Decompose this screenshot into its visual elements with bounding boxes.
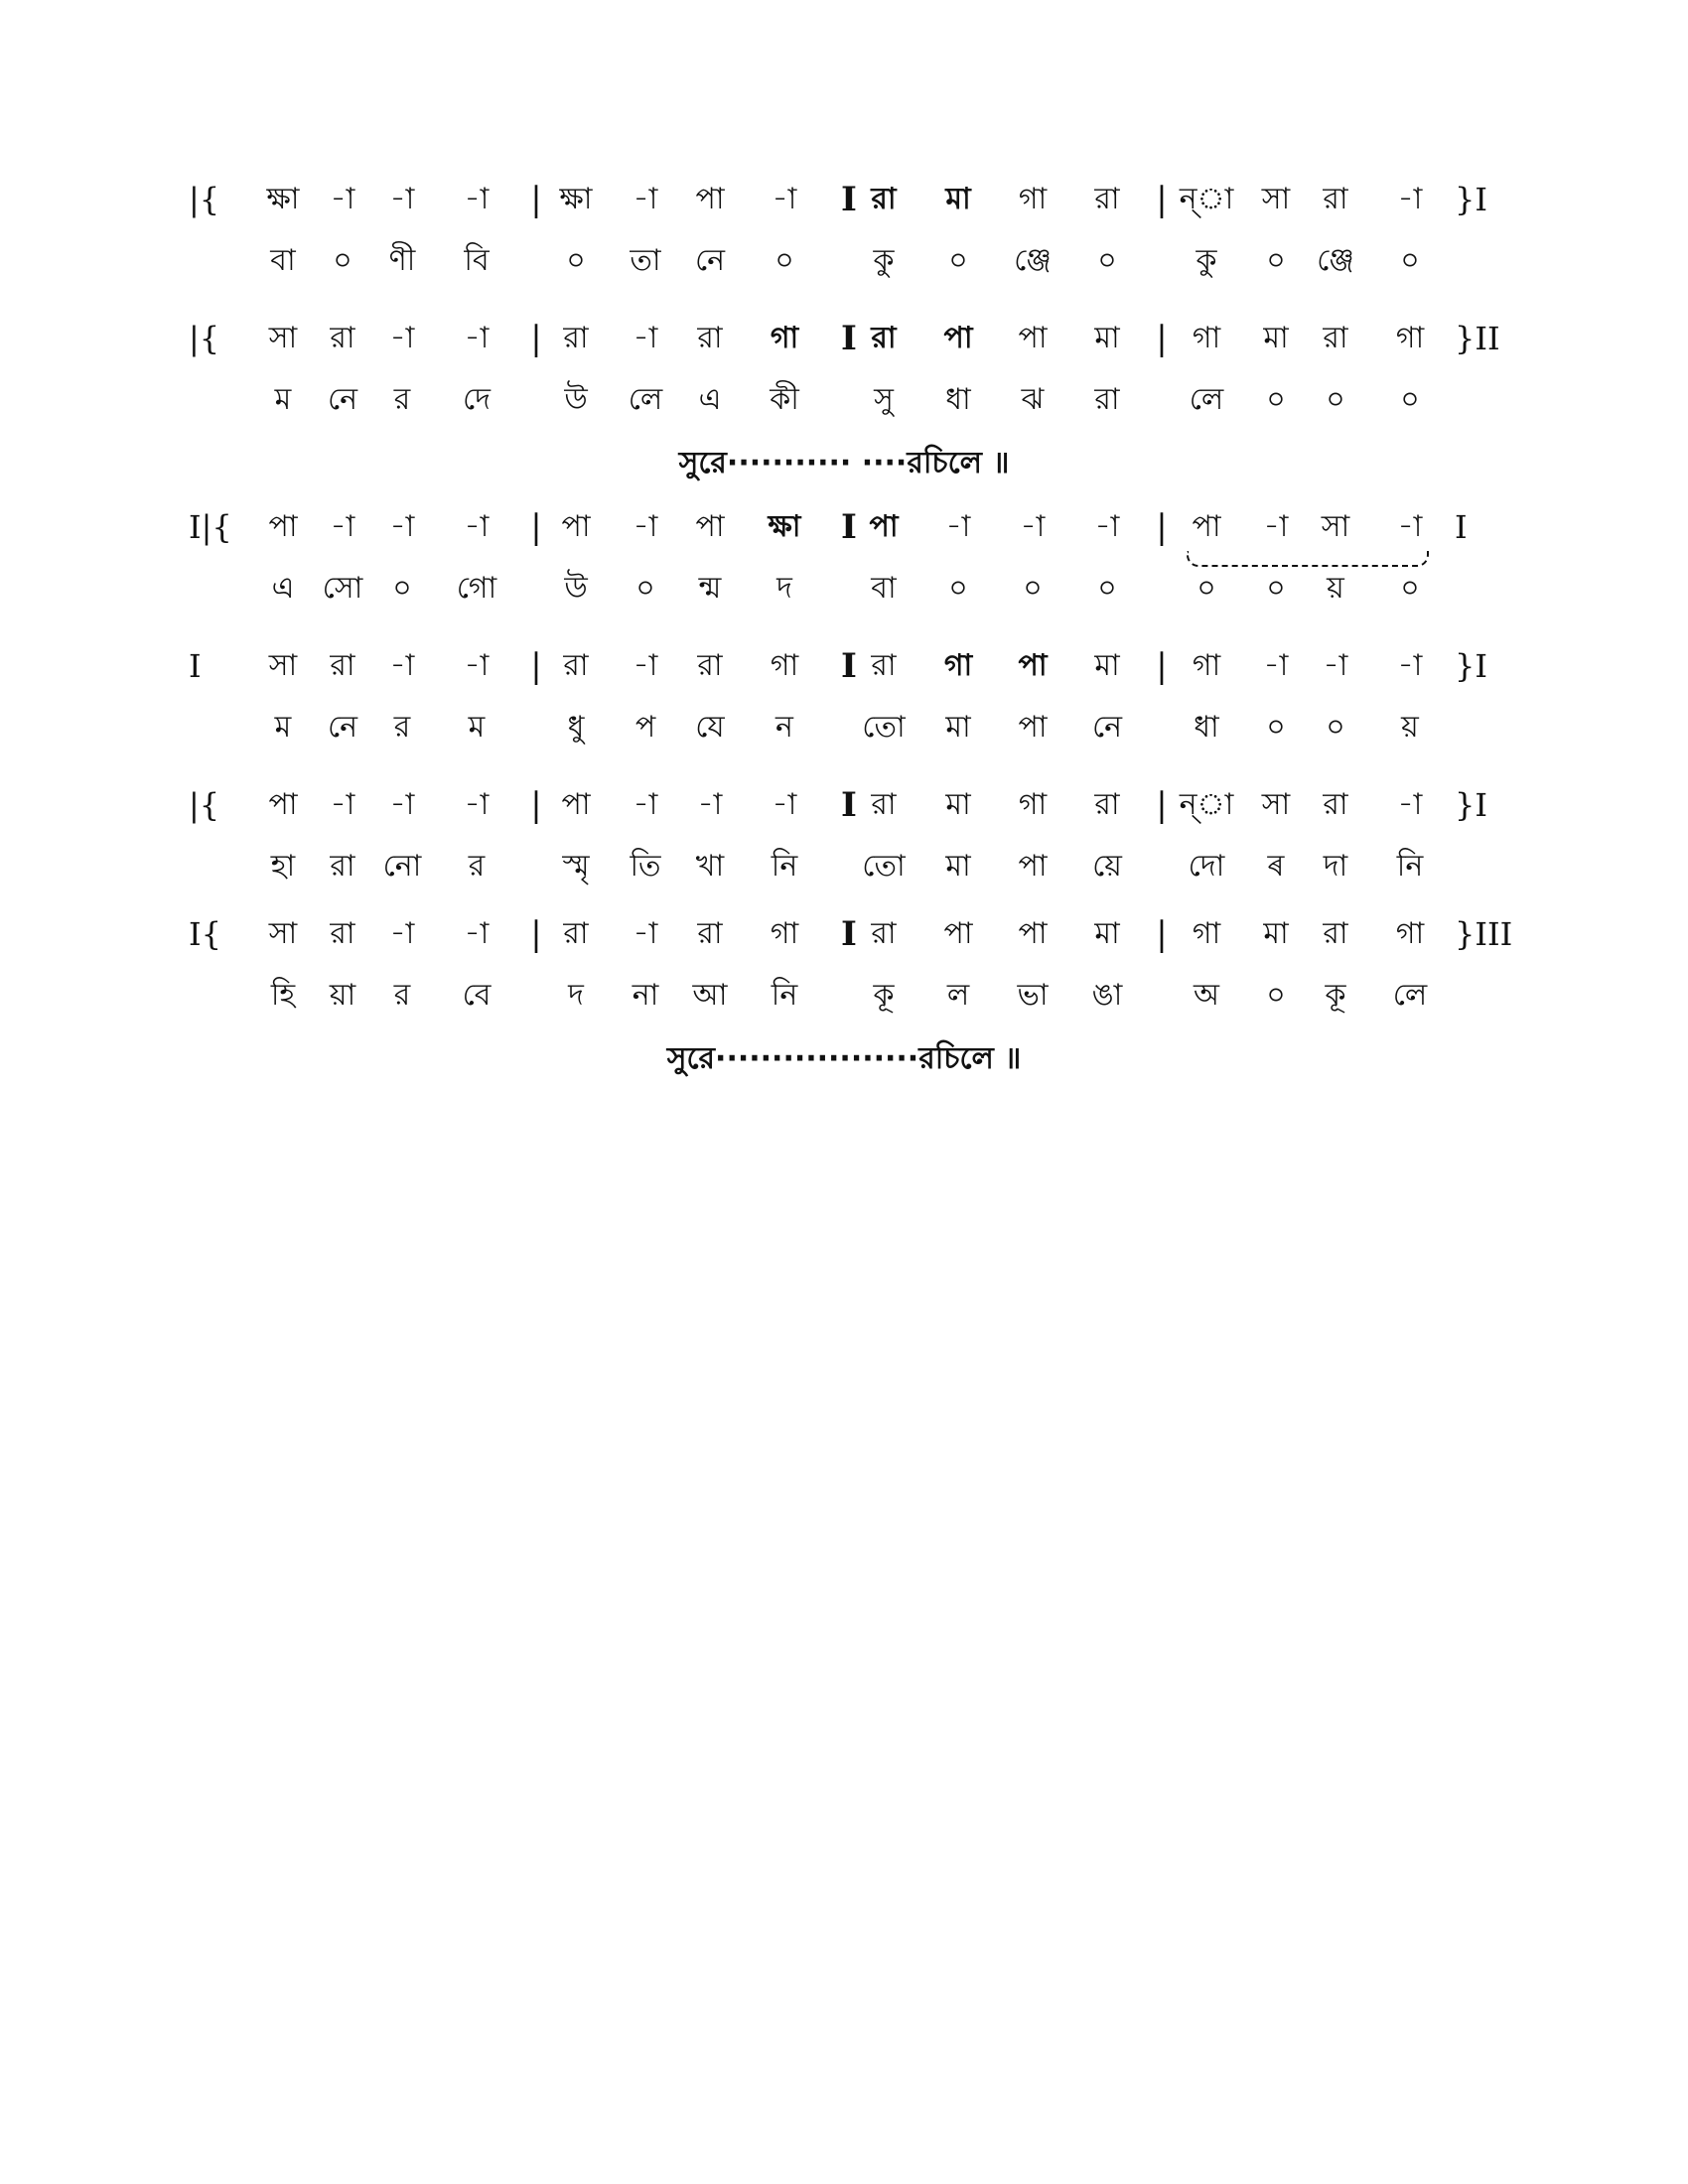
note: -া (1020, 509, 1046, 544)
note: গা (1192, 916, 1221, 951)
lyric-syllable: বা (871, 571, 897, 606)
note: -া (330, 182, 355, 216)
note: -া (633, 648, 658, 683)
note: -া (1397, 182, 1423, 216)
swaralipi-row (0, 779, 1688, 841)
note: -া (633, 509, 658, 544)
repeat-close-mark: }I (1455, 181, 1487, 218)
repeat-open-mark: I{ (189, 915, 221, 953)
note: -া (389, 182, 415, 216)
lyric-syllable: ০ (333, 243, 352, 278)
note: মা (945, 787, 971, 822)
lyric-row (0, 563, 1688, 624)
lyric-syllable: ০ (1196, 571, 1216, 606)
lyric-row (0, 374, 1688, 436)
lyric-syllable: অ (1194, 978, 1219, 1013)
note: গা (1018, 787, 1048, 822)
repeat-close-mark: }II (1455, 320, 1500, 357)
lyric-syllable: উ (564, 571, 588, 606)
lyric-syllable: আ (692, 978, 728, 1013)
lyric-syllable: ০ (1023, 571, 1043, 606)
note: রা (330, 916, 355, 951)
note: পা (695, 182, 725, 216)
lyric-syllable: ০ (1266, 243, 1286, 278)
repeat-open-mark: |{ (189, 786, 220, 824)
lyric-syllable: তি (630, 849, 661, 884)
note: পা (268, 509, 298, 544)
lyric-syllable: এ (271, 571, 295, 606)
repeat-close-mark: }I (1455, 647, 1487, 685)
lyric-syllable: ধা (945, 382, 971, 417)
lyric-syllable: দো (1188, 849, 1225, 884)
note: -া (389, 509, 415, 544)
repeat-open-mark: |{ (189, 320, 220, 357)
note: -া (464, 321, 490, 355)
lyric-syllable: বে (462, 978, 492, 1013)
lyric-syllable: ন্ম (698, 571, 722, 606)
lyric-syllable: য়া (329, 978, 356, 1013)
lyric-syllable: রা (330, 849, 355, 884)
lyric-syllable: র (393, 978, 411, 1013)
lyric-syllable: য় (1401, 710, 1419, 745)
note: মা (1263, 321, 1289, 355)
lyric-syllable: ০ (1097, 571, 1117, 606)
lyric-syllable: ০ (635, 571, 655, 606)
lyric-syllable: ধা (1194, 710, 1219, 745)
note: গা (1395, 916, 1425, 951)
note: -া (1263, 648, 1289, 683)
note: সা (268, 916, 298, 951)
lyric-syllable: নি (1396, 849, 1424, 884)
note: পা (869, 509, 899, 544)
bar-line: | (530, 319, 542, 358)
note: -া (1094, 509, 1120, 544)
note: -া (464, 916, 490, 951)
note: রা (871, 648, 897, 683)
note: পা (268, 787, 298, 822)
lyric-syllable: ০ (1266, 382, 1286, 417)
bar-line: I (841, 507, 857, 547)
lyric-syllable: প (634, 710, 656, 745)
note: গা (770, 648, 799, 683)
lyric-syllable: তা (630, 243, 661, 278)
lyric-syllable: খা (695, 849, 725, 884)
lyric-syllable: ঞ্জে (1317, 243, 1354, 278)
note: ন্‌া (1179, 787, 1234, 822)
lyric-syllable: ন (775, 710, 793, 745)
note: রা (1323, 787, 1348, 822)
note: পা (561, 509, 591, 544)
lyric-row (0, 841, 1688, 902)
note: -া (389, 321, 415, 355)
lyric-syllable: লে (1189, 382, 1224, 417)
note: পা (943, 321, 973, 355)
lyric-syllable: ০ (1326, 382, 1345, 417)
bar-line: | (1156, 914, 1168, 954)
notation-block (0, 313, 1688, 480)
bar-line: | (1156, 319, 1168, 358)
lyric-syllable: দ (776, 571, 792, 606)
lyric-syllable: দ (568, 978, 584, 1013)
note: -া (1323, 648, 1348, 683)
note: গা (1018, 182, 1048, 216)
note: রা (1094, 787, 1120, 822)
note: -া (633, 182, 658, 216)
note: পা (1018, 648, 1048, 683)
note: পা (1192, 509, 1221, 544)
lyric-syllable: ধু (567, 710, 585, 745)
lyric-syllable: ০ (1326, 710, 1345, 745)
notation-block (0, 174, 1688, 297)
lyric-syllable: লে (1392, 978, 1428, 1013)
note: রা (697, 321, 723, 355)
lyric-syllable: ০ (1097, 243, 1117, 278)
lyric-syllable: পা (1018, 710, 1048, 745)
note: -া (1263, 509, 1289, 544)
repeat-open-mark: |{ (189, 181, 220, 218)
lyric-syllable: বা (270, 243, 296, 278)
lyric-syllable: সো (322, 571, 363, 606)
lyric-syllable: ণী (388, 243, 416, 278)
lyric-syllable: র (393, 710, 411, 745)
note: গা (1192, 321, 1221, 355)
lyric-syllable: ল (946, 978, 970, 1013)
bar-line: I (841, 180, 857, 219)
note: ন্‌া (1179, 182, 1234, 216)
note: -া (330, 509, 355, 544)
lyric-syllable: ০ (1400, 243, 1420, 278)
note: ক্ষা (768, 509, 801, 544)
note: মা (1094, 321, 1120, 355)
note: -া (464, 648, 490, 683)
bar-line: | (530, 646, 542, 686)
note: রা (330, 648, 355, 683)
repeat-close-mark: I (1455, 508, 1468, 546)
note: -া (697, 787, 723, 822)
swaralipi-row (0, 174, 1688, 235)
lyric-syllable: ০ (1266, 571, 1286, 606)
lyric-syllable: ভা (1017, 978, 1049, 1013)
note: রা (871, 787, 897, 822)
note: -া (389, 787, 415, 822)
note: -া (464, 787, 490, 822)
lyric-syllable: তো (862, 710, 906, 745)
lyric-syllable: য় (1327, 571, 1344, 606)
lyric-syllable: নি (771, 978, 798, 1013)
lyric-syllable: এ (698, 382, 722, 417)
lyric-syllable: নো (382, 849, 422, 884)
note: রা (563, 648, 589, 683)
note: ক্ষা (266, 182, 300, 216)
lyric-syllable: ম (274, 382, 292, 417)
note: ক্ষা (559, 182, 593, 216)
lyric-syllable: নে (327, 382, 358, 417)
note: -া (389, 916, 415, 951)
lyric-syllable: লে (628, 382, 663, 417)
note: মা (1094, 648, 1120, 683)
bar-line: | (530, 914, 542, 954)
refrain-line: সুরে··················রচিলে ॥ (666, 1041, 1022, 1076)
lyric-syllable: উ (564, 382, 588, 417)
lyric-syllable: সু (874, 382, 894, 417)
note: গা (770, 916, 799, 951)
note: পা (1018, 321, 1048, 355)
lyric-syllable: কূ (1325, 978, 1346, 1013)
note: -া (330, 787, 355, 822)
lyric-syllable: নে (694, 243, 726, 278)
swaralipi-row (0, 640, 1688, 702)
note: রা (1323, 916, 1348, 951)
note: -া (464, 509, 490, 544)
lyric-syllable: ম (468, 710, 486, 745)
bar-line: I (841, 785, 857, 825)
lyric-row (0, 970, 1688, 1031)
lyric-syllable: হি (270, 978, 296, 1013)
repeat-close-mark: }III (1455, 915, 1513, 953)
note: রা (697, 916, 723, 951)
bar-line: I (841, 319, 857, 358)
note: সা (268, 321, 298, 355)
note: গা (943, 648, 973, 683)
note: রা (563, 916, 589, 951)
note: -া (633, 916, 658, 951)
lyric-syllable: ম (274, 710, 292, 745)
lyric-syllable: ০ (948, 571, 968, 606)
note: গা (1192, 648, 1221, 683)
lyric-syllable: ঝ (1021, 382, 1045, 417)
lyric-syllable: তো (862, 849, 906, 884)
lyric-syllable: দে (463, 382, 491, 417)
notation-block (0, 640, 1688, 763)
swaralipi-row (0, 313, 1688, 374)
lyric-syllable: ০ (1266, 978, 1286, 1013)
lyric-syllable: মা (945, 710, 971, 745)
notation-block (0, 501, 1688, 624)
lyric-syllable: রা (1094, 382, 1120, 417)
note: রা (697, 648, 723, 683)
note: -া (464, 182, 490, 216)
note: -া (945, 509, 971, 544)
note: -া (633, 787, 658, 822)
bar-line: | (530, 507, 542, 547)
lyric-syllable: ০ (774, 243, 794, 278)
repeat-open-mark: I (189, 647, 202, 685)
bar-line: | (1156, 507, 1168, 547)
lyric-syllable: ০ (566, 243, 586, 278)
notation-block (0, 908, 1688, 1076)
note: রা (563, 321, 589, 355)
note: সা (1261, 787, 1291, 822)
note: রা (330, 321, 355, 355)
note: পা (1018, 916, 1048, 951)
lyric-row (0, 702, 1688, 763)
note: রা (1323, 321, 1348, 355)
lyric-row (0, 235, 1688, 297)
lyric-syllable: মা (945, 849, 971, 884)
lyric-syllable: কু (873, 243, 895, 278)
note: মা (945, 182, 971, 216)
bar-line: I (841, 646, 857, 686)
note: রা (1323, 182, 1348, 216)
lyric-syllable: গো (456, 571, 497, 606)
lyric-syllable: ০ (1400, 382, 1420, 417)
note: মা (1094, 916, 1120, 951)
note: রা (871, 916, 897, 951)
bar-line: I (841, 914, 857, 954)
lyric-syllable: র (468, 849, 486, 884)
bar-line: | (530, 180, 542, 219)
bar-line: | (1156, 785, 1168, 825)
lyric-syllable: দা (1323, 849, 1348, 884)
lyric-syllable: ঞ্জে (1014, 243, 1052, 278)
note: সা (1261, 182, 1291, 216)
note: গা (770, 321, 799, 355)
lyric-syllable: নে (327, 710, 358, 745)
notation-block (0, 779, 1688, 902)
lyric-syllable: কু (1196, 243, 1217, 278)
bar-line: | (530, 785, 542, 825)
note: -া (389, 648, 415, 683)
lyric-syllable: কী (770, 382, 799, 417)
bar-line: | (1156, 646, 1168, 686)
note: পা (695, 509, 725, 544)
lyric-syllable: ৰ (1267, 849, 1285, 884)
note: -া (633, 321, 658, 355)
note: -া (1397, 648, 1423, 683)
swaralipi-row (0, 908, 1688, 970)
note: পা (561, 787, 591, 822)
lyric-syllable: ০ (948, 243, 968, 278)
note: সা (1321, 509, 1350, 544)
bar-line: | (1156, 180, 1168, 219)
lyric-syllable: ০ (1266, 710, 1286, 745)
lyric-syllable: ০ (392, 571, 412, 606)
lyric-syllable: ঙা (1091, 978, 1123, 1013)
note: রা (1094, 182, 1120, 216)
lyric-syllable: পা (1018, 849, 1048, 884)
repeat-open-mark: I|{ (189, 508, 232, 546)
note: -া (1397, 509, 1423, 544)
note: -া (1397, 787, 1423, 822)
lyric-syllable: নি (771, 849, 798, 884)
repeat-close-mark: }I (1455, 786, 1487, 824)
note: পা (943, 916, 973, 951)
lyric-syllable: ০ (1400, 571, 1420, 606)
note: গা (1395, 321, 1425, 355)
note: মা (1263, 916, 1289, 951)
note: সা (268, 648, 298, 683)
refrain-line: সুরে··········· ····রচিলে ॥ (678, 446, 1010, 480)
note: -া (772, 787, 797, 822)
lyric-syllable: স্মৃ (562, 849, 590, 884)
lyric-syllable: বি (464, 243, 490, 278)
lyric-syllable: র (393, 382, 411, 417)
note: -া (772, 182, 797, 216)
lyric-syllable: হা (270, 849, 296, 884)
swaralipi-row (0, 501, 1688, 563)
note: রা (871, 182, 897, 216)
lyric-syllable: যে (695, 710, 725, 745)
lyric-syllable: য়ে (1092, 849, 1122, 884)
lyric-syllable: না (632, 978, 659, 1013)
lyric-syllable: নে (1091, 710, 1123, 745)
lyric-syllable: কূ (873, 978, 895, 1013)
note: রা (871, 321, 897, 355)
